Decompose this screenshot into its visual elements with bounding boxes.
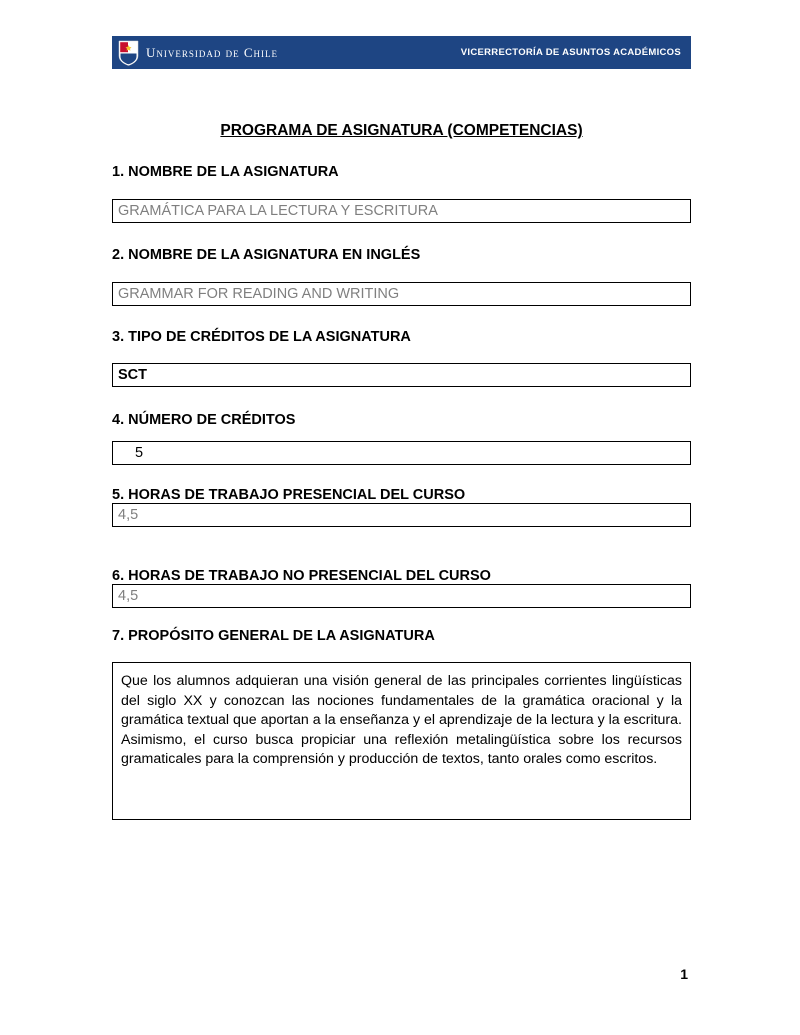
field-value: 4,5 <box>118 588 139 604</box>
page-title-text: PROGRAMA DE ASIGNATURA (COMPETENCIAS) <box>220 122 583 139</box>
field-value: GRAMMAR FOR READING AND WRITING <box>118 286 400 302</box>
field-proposito-general <box>112 662 691 820</box>
field-nombre-asignatura <box>112 199 691 223</box>
header-bar <box>112 36 691 69</box>
department-name: VICERRECTORÍA DE ASUNTOS ACADÉMICOS <box>460 47 681 58</box>
field-tipo-creditos <box>112 363 691 387</box>
section-heading-horas-presencial: 5. HORAS DE TRABAJO PRESENCIAL DEL CURSO <box>112 487 466 503</box>
page-title <box>112 122 691 140</box>
university-crest-icon <box>118 40 139 66</box>
field-value: 5 <box>135 445 144 461</box>
field-value: 4,5 <box>118 507 139 523</box>
field-horas-presencial <box>112 503 691 527</box>
section-heading-numero-creditos: 4. NÚMERO DE CRÉDITOS <box>112 412 296 428</box>
page-number: 1 <box>680 966 688 982</box>
field-horas-no-presencial <box>112 584 691 608</box>
section-heading-nombre-ingles: 2. NOMBRE DE LA ASIGNATURA EN INGLÉS <box>112 247 421 263</box>
field-nombre-ingles <box>112 282 691 306</box>
section-heading-nombre-asignatura: 1. NOMBRE DE LA ASIGNATURA <box>112 164 339 180</box>
proposito-paragraph: Que los alumnos adquieran una visión general de las principales corrientes lingüísticas del siglo XX y conozcan las nociones fundamentales de la gramática oracional y la gramática textual que aportan a la enseñanza y el aprendizaje de la lectura y la escritura. Asimismo, el curso busca propiciar una reflexión metalingüística sobre los recursos gramaticales para la comprensión y producción de textos, tanto orales como escritos. <box>121 673 682 768</box>
university-brand <box>118 40 278 66</box>
section-heading-horas-no-presencial: 6. HORAS DE TRABAJO NO PRESENCIAL DEL CURSO <box>112 568 491 584</box>
section-heading-tipo-creditos: 3. TIPO DE CRÉDITOS DE LA ASIGNATURA <box>112 329 411 345</box>
field-value: GRAMÁTICA PARA LA LECTURA Y ESCRITURA <box>118 203 438 219</box>
section-heading-proposito-general: 7. PROPÓSITO GENERAL DE LA ASIGNATURA <box>112 628 435 644</box>
field-numero-creditos <box>112 441 691 465</box>
university-name: Universidad de Chile <box>146 44 279 60</box>
field-value: SCT <box>118 367 147 383</box>
